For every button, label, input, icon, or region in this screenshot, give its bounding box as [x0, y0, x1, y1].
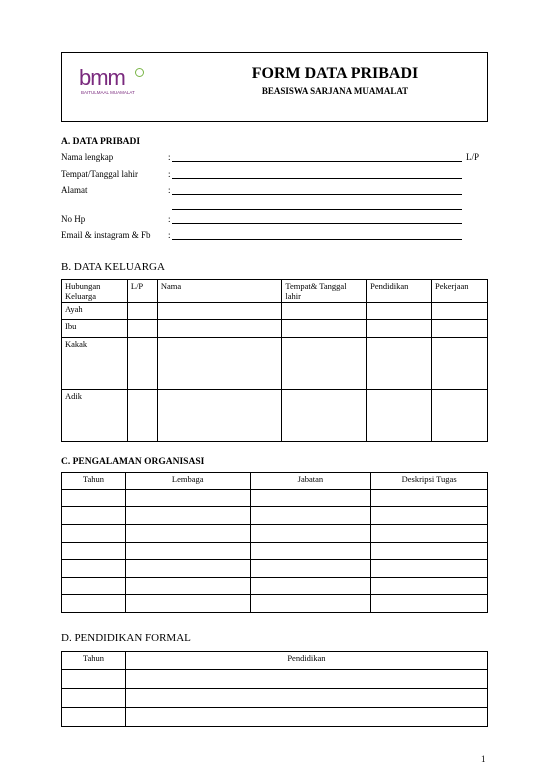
table-cell[interactable] — [371, 543, 488, 560]
field-colon: : — [168, 152, 171, 162]
table-header-row — [62, 280, 488, 303]
field-input-alamat[interactable] — [172, 194, 462, 195]
table-cell[interactable] — [282, 390, 367, 442]
table-cell[interactable] — [367, 303, 432, 320]
table-row — [62, 708, 488, 727]
table-cell[interactable] — [371, 560, 488, 578]
table-cell[interactable] — [367, 320, 432, 338]
page-number: 1 — [481, 754, 486, 764]
field-label-email: Email & instagram & Fb — [61, 230, 151, 240]
field-label-alamat: Alamat — [61, 185, 88, 195]
table-row — [62, 689, 488, 708]
form-title: FORM DATA PRIBADI — [251, 65, 419, 82]
table-cell[interactable] — [62, 689, 126, 708]
header-lembaga: Lembaga — [125, 473, 250, 490]
form-subtitle: BEASISWA SARJANA MUAMALAT — [261, 86, 409, 96]
header-pendidikan: Pendidikan — [367, 280, 432, 303]
table-cell[interactable] — [371, 490, 488, 507]
header-hubungan: Hubungan Keluarga — [62, 280, 128, 303]
table-cell[interactable] — [62, 543, 126, 560]
table-cell[interactable] — [282, 320, 367, 338]
field-colon: : — [168, 169, 171, 179]
section-d-title: D. PENDIDIKAN FORMAL — [61, 632, 191, 644]
header-tahun: Tahun — [62, 652, 126, 670]
section-c-title: C. PENGALAMAN ORGANISASI — [61, 457, 205, 467]
table-cell[interactable] — [125, 708, 487, 727]
table-cell[interactable] — [62, 708, 126, 727]
table-cell[interactable] — [125, 507, 250, 525]
table-cell[interactable] — [62, 490, 126, 507]
row-label-ibu: Ibu — [62, 320, 128, 338]
row-label-kakak: Kakak — [62, 338, 128, 390]
field-input-ttl[interactable] — [172, 178, 462, 179]
logo-subtext: BAITULMAAL MUAMALAT — [81, 90, 135, 95]
table-cell[interactable] — [127, 303, 157, 320]
header-tahun: Tahun — [62, 473, 126, 490]
table-cell[interactable] — [62, 670, 126, 689]
table-cell[interactable] — [250, 543, 371, 560]
table-cell[interactable] — [250, 525, 371, 543]
section-b-title: B. DATA KELUARGA — [61, 261, 165, 273]
header-pendidikan: Pendidikan — [125, 652, 487, 670]
table-row — [62, 320, 488, 338]
table-cell[interactable] — [250, 560, 371, 578]
table-row — [62, 490, 488, 507]
table-cell[interactable] — [432, 338, 488, 390]
family-table — [61, 279, 488, 442]
table-cell[interactable] — [432, 320, 488, 338]
table-cell[interactable] — [125, 578, 250, 595]
table-cell[interactable] — [250, 578, 371, 595]
table-cell[interactable] — [127, 390, 157, 442]
table-cell[interactable] — [157, 320, 282, 338]
table-cell[interactable] — [125, 670, 487, 689]
header-lp: L/P — [127, 280, 157, 303]
table-cell[interactable] — [367, 390, 432, 442]
field-label-hp: No Hp — [61, 214, 86, 224]
field-colon: : — [168, 214, 171, 224]
table-cell[interactable] — [371, 595, 488, 613]
table-cell[interactable] — [127, 338, 157, 390]
header-nama: Nama — [157, 280, 282, 303]
table-cell[interactable] — [62, 507, 126, 525]
organization-table — [61, 472, 488, 613]
field-colon: : — [168, 230, 171, 240]
table-cell[interactable] — [250, 595, 371, 613]
table-row — [62, 507, 488, 525]
table-row — [62, 595, 488, 613]
table-cell[interactable] — [367, 338, 432, 390]
table-cell[interactable] — [282, 338, 367, 390]
field-label-ttl: Tempat/Tanggal lahir — [61, 169, 138, 179]
table-row — [62, 578, 488, 595]
table-cell[interactable] — [250, 490, 371, 507]
logo-plus-icon — [135, 68, 144, 77]
row-label-ayah: Ayah — [62, 303, 128, 320]
row-label-adik: Adik — [62, 390, 128, 442]
field-input-alamat-2[interactable] — [172, 209, 462, 210]
table-cell[interactable] — [62, 525, 126, 543]
table-cell[interactable] — [157, 303, 282, 320]
table-row — [62, 338, 488, 390]
table-cell[interactable] — [371, 578, 488, 595]
header-ttl: Tempat& Tanggal lahir — [282, 280, 367, 303]
header-pekerjaan: Pekerjaan — [432, 280, 488, 303]
field-colon: : — [168, 185, 171, 195]
table-header-row — [62, 652, 488, 670]
table-cell[interactable] — [432, 390, 488, 442]
table-row — [62, 560, 488, 578]
field-label-nama: Nama lengkap — [61, 152, 114, 162]
field-input-nama[interactable] — [172, 161, 462, 162]
field-input-hp[interactable] — [172, 223, 462, 224]
table-cell[interactable] — [157, 338, 282, 390]
table-cell[interactable] — [62, 578, 126, 595]
header-deskripsi: Deskripsi Tugas — [371, 473, 488, 490]
table-row — [62, 390, 488, 442]
table-row — [62, 525, 488, 543]
header-jabatan: Jabatan — [250, 473, 371, 490]
bmm-logo — [79, 67, 151, 103]
table-cell[interactable] — [250, 507, 371, 525]
table-cell[interactable] — [157, 390, 282, 442]
table-cell[interactable] — [371, 525, 488, 543]
table-cell[interactable] — [125, 543, 250, 560]
table-row — [62, 303, 488, 320]
table-cell[interactable] — [125, 595, 250, 613]
table-cell[interactable] — [371, 507, 488, 525]
table-cell[interactable] — [125, 490, 250, 507]
table-cell[interactable] — [125, 525, 250, 543]
table-cell[interactable] — [62, 595, 126, 613]
table-cell[interactable] — [125, 560, 250, 578]
table-cell[interactable] — [127, 320, 157, 338]
field-suffix-lp: L/P — [466, 152, 480, 162]
logo-text: bmm — [79, 65, 125, 90]
table-cell[interactable] — [62, 560, 126, 578]
table-cell[interactable] — [432, 303, 488, 320]
education-table — [61, 651, 488, 727]
section-a-title: A. DATA PRIBADI — [61, 137, 141, 147]
table-cell[interactable] — [282, 303, 367, 320]
field-input-email[interactable] — [172, 239, 462, 240]
table-header-row — [62, 473, 488, 490]
table-row — [62, 670, 488, 689]
table-row — [62, 543, 488, 560]
table-cell[interactable] — [125, 689, 487, 708]
